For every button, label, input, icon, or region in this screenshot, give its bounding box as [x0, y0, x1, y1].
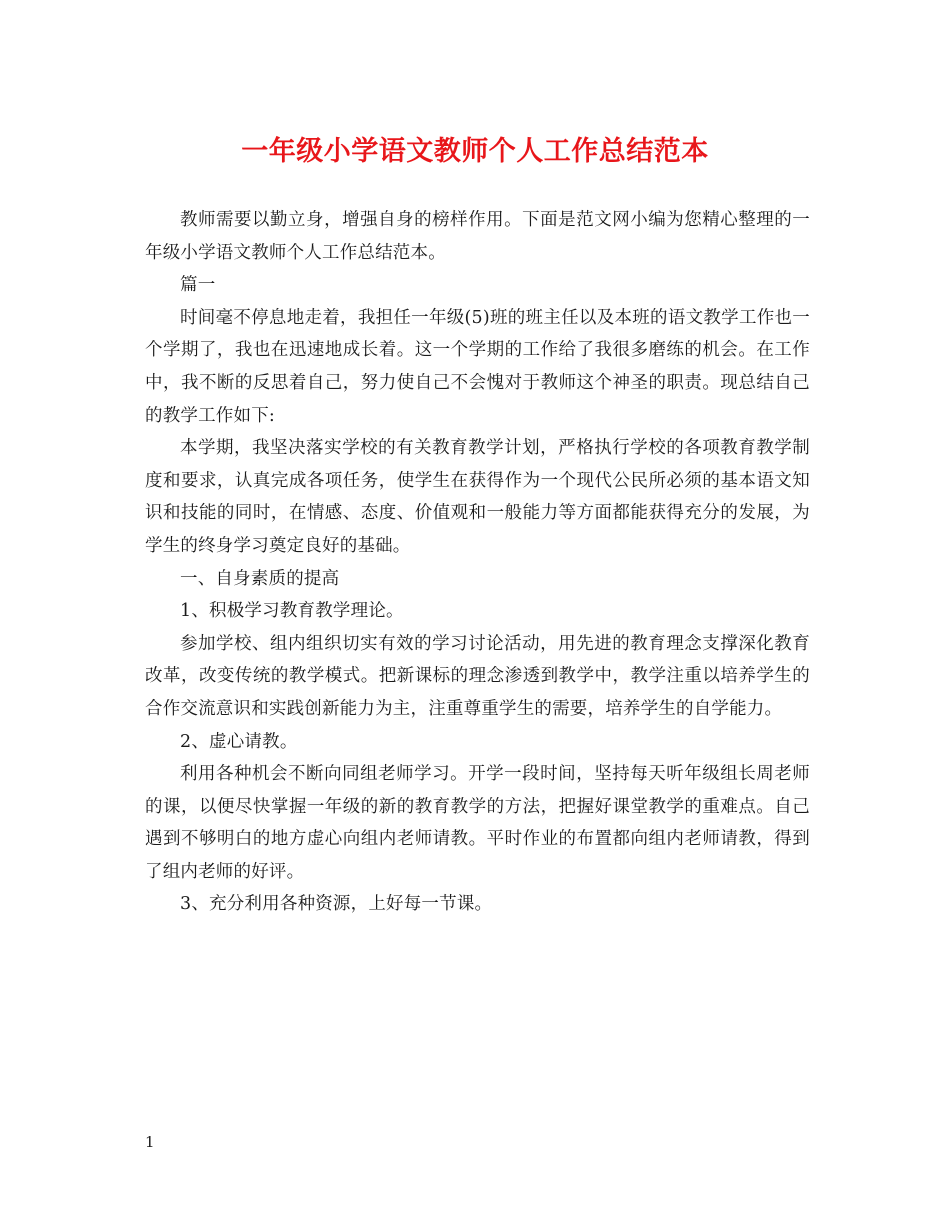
paragraph-section-label: 篇一	[180, 275, 216, 296]
document-title: 一年级小学语文教师个人工作总结范本	[241, 136, 709, 167]
paragraph-theory-study: 参加学校、组内组织切实有效的学习讨论活动，用先进的教育理念支撑深化教育改革，改变传统的教学模式。把新课标的理念渗透到教学中，教学注重以培养学生的合作交流意识和实践创新能力为主，注重尊重学生的需要，培养学生的自学能力。	[145, 633, 810, 719]
subheading-use-resources: 3、充分利用各种资源，上好每一节课。	[180, 894, 493, 915]
paragraph-ask-for-advice: 利用各种机会不断向同组老师学习。开学一段时间，坚持每天听年级组长周老师的课，以便尽快掌握一年级的新的教育教学的方法，把握好课堂教学的重难点。自己遇到不够明白的地方虚心向组内老师请教。平时作业的布置都向组内老师请教，得到了组内老师的好评。	[145, 764, 810, 882]
subheading-ask-for-advice: 2、虚心请教。	[180, 731, 298, 752]
document-body	[145, 204, 810, 921]
subheading-theory-study: 1、积极学习教育教学理论。	[180, 601, 404, 622]
heading-self-improvement: 一、自身素质的提高	[180, 568, 340, 589]
paragraph-intro: 教师需要以勤立身，增强自身的榜样作用。下面是范文网小编为您精心整理的一年级小学语文教师个人工作总结范本。	[145, 210, 810, 263]
paragraph-opening: 时间毫不停息地走着，我担任一年级(5)班的班主任以及本班的语文教学工作也一个学期了，我也在迅速地成长着。这一个学期的工作给了我很多磨练的机会。在工作中，我不断的反思着自己，努力使自己不会愧对于教师这个神圣的职责。现总结自己的教学工作如下:	[145, 307, 810, 426]
paragraph-semester-plan: 本学期，我坚决落实学校的有关教育教学计划，严格执行学校的各项教育教学制度和要求，认真完成各项任务，使学生在获得作为一个现代公民所必须的基本语文知识和技能的同时，在情感、态度、价值观和一般能力等方面都能获得充分的发展，为学生的终身学习奠定良好的基础。	[145, 438, 810, 556]
page-number: 1	[145, 1133, 155, 1151]
